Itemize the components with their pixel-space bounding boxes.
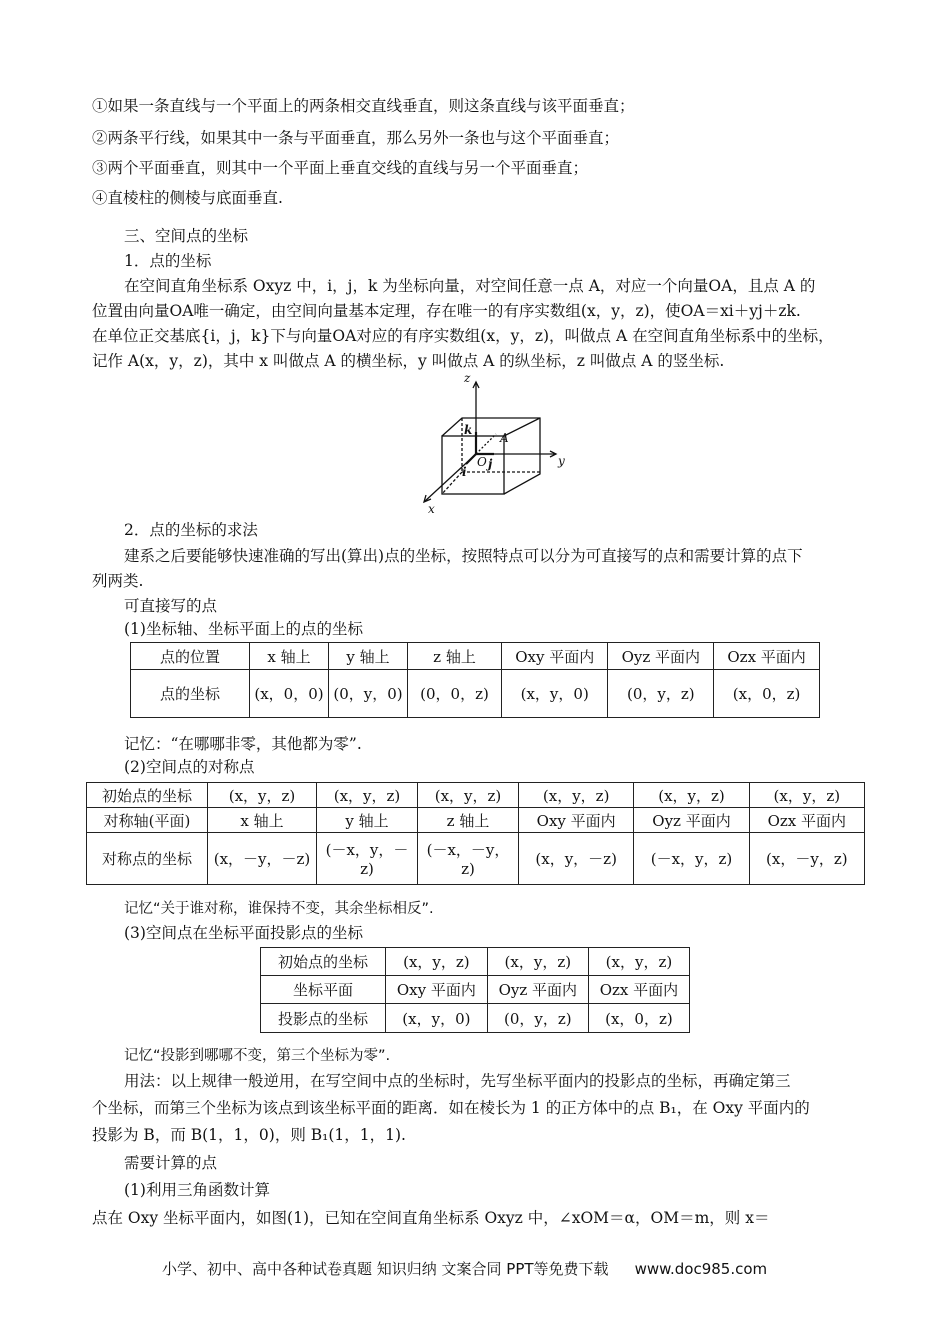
table-cell: 投影点的坐标 xyxy=(261,1004,386,1033)
table-cell: (0，y，z) xyxy=(487,1004,588,1033)
subsection-title: 1．点的坐标 xyxy=(124,252,212,270)
table-cell: (x，0，z) xyxy=(714,670,820,718)
table-cell: (x，y，z) xyxy=(208,783,317,808)
table-cell: (－x，－y，z) xyxy=(418,833,519,885)
usage-line: 个坐标，而第三个坐标为该点到该坐标平面的距离．如在棱长为 1 的正方体中的点 B₁，在 Oxy 平面内的 xyxy=(92,1099,810,1117)
table-cell: (0，0，z) xyxy=(408,670,502,718)
table-cell: z 轴上 xyxy=(418,808,519,833)
memo-3: 记忆“投影到哪哪不变，第三个坐标为零”. xyxy=(124,1048,391,1064)
rule-2: ②两条平行线，如果其中一条与平面垂直，那么另外一条也与这个平面垂直； xyxy=(92,129,620,147)
table-cell: Ozx 平面内 xyxy=(749,808,864,833)
calc1-text: 点在 Oxy 坐标平面内，如图(1)，已知在空间直角坐标系 Oxyz 中，∠xOM＝α，OM＝m，则 x＝ xyxy=(92,1209,770,1227)
point-a-label: A xyxy=(500,431,509,445)
table-header-cell: 点的位置 xyxy=(131,643,250,670)
table-cell: (x，0，z) xyxy=(588,1004,689,1033)
footer xyxy=(162,1258,767,1279)
table-header-cell: z 轴上 xyxy=(408,643,502,670)
rule-1: ①如果一条直线与一个平面上的两条相交直线垂直，则这条直线与该平面垂直； xyxy=(92,97,635,115)
table-cell: (x，y，z) xyxy=(588,948,689,976)
table-cell: (x，y，0) xyxy=(386,1004,488,1033)
section-title: 三、空间点的坐标 xyxy=(124,227,249,245)
paragraph-line: 建系之后要能够快速准确的写出(算出)点的坐标，按照特点可以分为可直接写的点和需要计算的点下 xyxy=(124,547,803,565)
table2-title: (2)空间点的对称点 xyxy=(124,758,255,776)
coordinate-cube-figure xyxy=(410,368,590,516)
table-cell: 对称轴(平面) xyxy=(87,808,208,833)
subsection-title: 2．点的坐标的求法 xyxy=(124,521,258,539)
footer-url-link[interactable]: www.doc985.com xyxy=(634,1260,768,1278)
usage-line: 用法：以上规律一般逆用，在写空间中点的坐标时，先写坐标平面内的投影点的坐标，再确定第三 xyxy=(124,1072,791,1090)
table-cell: (x，y，z) xyxy=(749,783,864,808)
table-cell: Ozx 平面内 xyxy=(588,976,689,1004)
k-vector-label: k xyxy=(464,423,473,437)
calc1-title: (1)利用三角函数计算 xyxy=(124,1181,270,1199)
table-cell: Oxy 平面内 xyxy=(386,976,488,1004)
i-vector-label: i xyxy=(462,465,467,479)
table-cell: (x，y，z) xyxy=(634,783,749,808)
table-cell: 初始点的坐标 xyxy=(261,948,386,976)
table-cell: (x，y，z) xyxy=(317,783,418,808)
table-cell: (x，－y，z) xyxy=(749,833,864,885)
table-cell: (x，y，z) xyxy=(418,783,519,808)
table-cell: 对称点的坐标 xyxy=(87,833,208,885)
table-header-cell: y 轴上 xyxy=(329,643,408,670)
table-cell: (0，y，0) xyxy=(329,670,408,718)
symmetric-points-table xyxy=(86,782,865,885)
table-cell: Oxy 平面内 xyxy=(519,808,634,833)
table-cell: (－x，y，z) xyxy=(634,833,749,885)
paragraph-line: 列两类. xyxy=(92,572,144,590)
paragraph-line: 在空间直角坐标系 Oxyz 中，i，j，k 为坐标向量，对空间任意一点 A，对应一个向量OA，且点 A 的 xyxy=(124,277,816,295)
direct-points-title: 可直接写的点 xyxy=(124,597,218,615)
table-cell: y 轴上 xyxy=(317,808,418,833)
table-header-cell: Ozx 平面内 xyxy=(714,643,820,670)
footer-text: 小学、初中、高中各种试卷真题 知识归纳 文案合同 PPT等免费下载 xyxy=(162,1260,609,1278)
table-cell: (x，y，z) xyxy=(519,783,634,808)
axis-plane-points-table xyxy=(130,642,820,718)
table-cell: Oyz 平面内 xyxy=(487,976,588,1004)
table3-title: (3)空间点在坐标平面投影点的坐标 xyxy=(124,924,363,942)
x-axis-label: x xyxy=(428,502,435,516)
table-cell: (x，y，0) xyxy=(501,670,607,718)
table-cell: (－x，y，－z) xyxy=(317,833,418,885)
table-header-cell: Oxy 平面内 xyxy=(501,643,607,670)
table-cell: 坐标平面 xyxy=(261,976,386,1004)
table-cell: (x，0，0) xyxy=(250,670,329,718)
table-cell: Oyz 平面内 xyxy=(634,808,749,833)
table-cell: (x，y，－z) xyxy=(519,833,634,885)
z-axis-label: z xyxy=(464,371,471,385)
y-axis-label: y xyxy=(558,454,565,468)
calc-points-title: 需要计算的点 xyxy=(124,1154,218,1172)
origin-label: O xyxy=(477,455,487,469)
memo-2: 记忆“关于谁对称，谁保持不变，其余坐标相反”. xyxy=(124,901,434,917)
usage-line: 投影为 B，而 B(1，1，0)，则 B₁(1，1，1). xyxy=(92,1126,406,1144)
rule-3: ③两个平面垂直，则其中一个平面上垂直交线的直线与另一个平面垂直； xyxy=(92,159,589,177)
table-cell: 点的坐标 xyxy=(131,670,250,718)
memo-1: 记忆：“在哪哪非零，其他都为零”. xyxy=(124,735,362,753)
table-cell: (x，－y，－z) xyxy=(208,833,317,885)
table1-title: (1)坐标轴、坐标平面上的点的坐标 xyxy=(124,620,363,638)
table-cell: (x，y，z) xyxy=(487,948,588,976)
table-cell: 初始点的坐标 xyxy=(87,783,208,808)
table-cell: x 轴上 xyxy=(208,808,317,833)
table-header-cell: x 轴上 xyxy=(250,643,329,670)
table-header-cell: Oyz 平面内 xyxy=(608,643,714,670)
projection-points-table xyxy=(260,947,690,1033)
paragraph-line: 在单位正交基底{i，j，k}下与向量OA对应的有序实数组(x，y，z)，叫做点 A 在空间直角坐标系中的坐标， xyxy=(92,327,834,345)
table-cell: (x，y，z) xyxy=(386,948,488,976)
paragraph-line: 记作 A(x，y，z)，其中 x 叫做点 A 的横坐标，y 叫做点 A 的纵坐标，z 叫做点 A 的竖坐标. xyxy=(92,352,725,370)
table-cell: (0，y，z) xyxy=(608,670,714,718)
rule-4: ④直棱柱的侧棱与底面垂直. xyxy=(92,189,283,207)
j-vector-label: j xyxy=(488,457,493,471)
paragraph-line: 位置由向量OA唯一确定，由空间向量基本定理，存在唯一的有序实数组(x，y，z)，使OA＝xi＋yj＋zk. xyxy=(92,302,801,320)
